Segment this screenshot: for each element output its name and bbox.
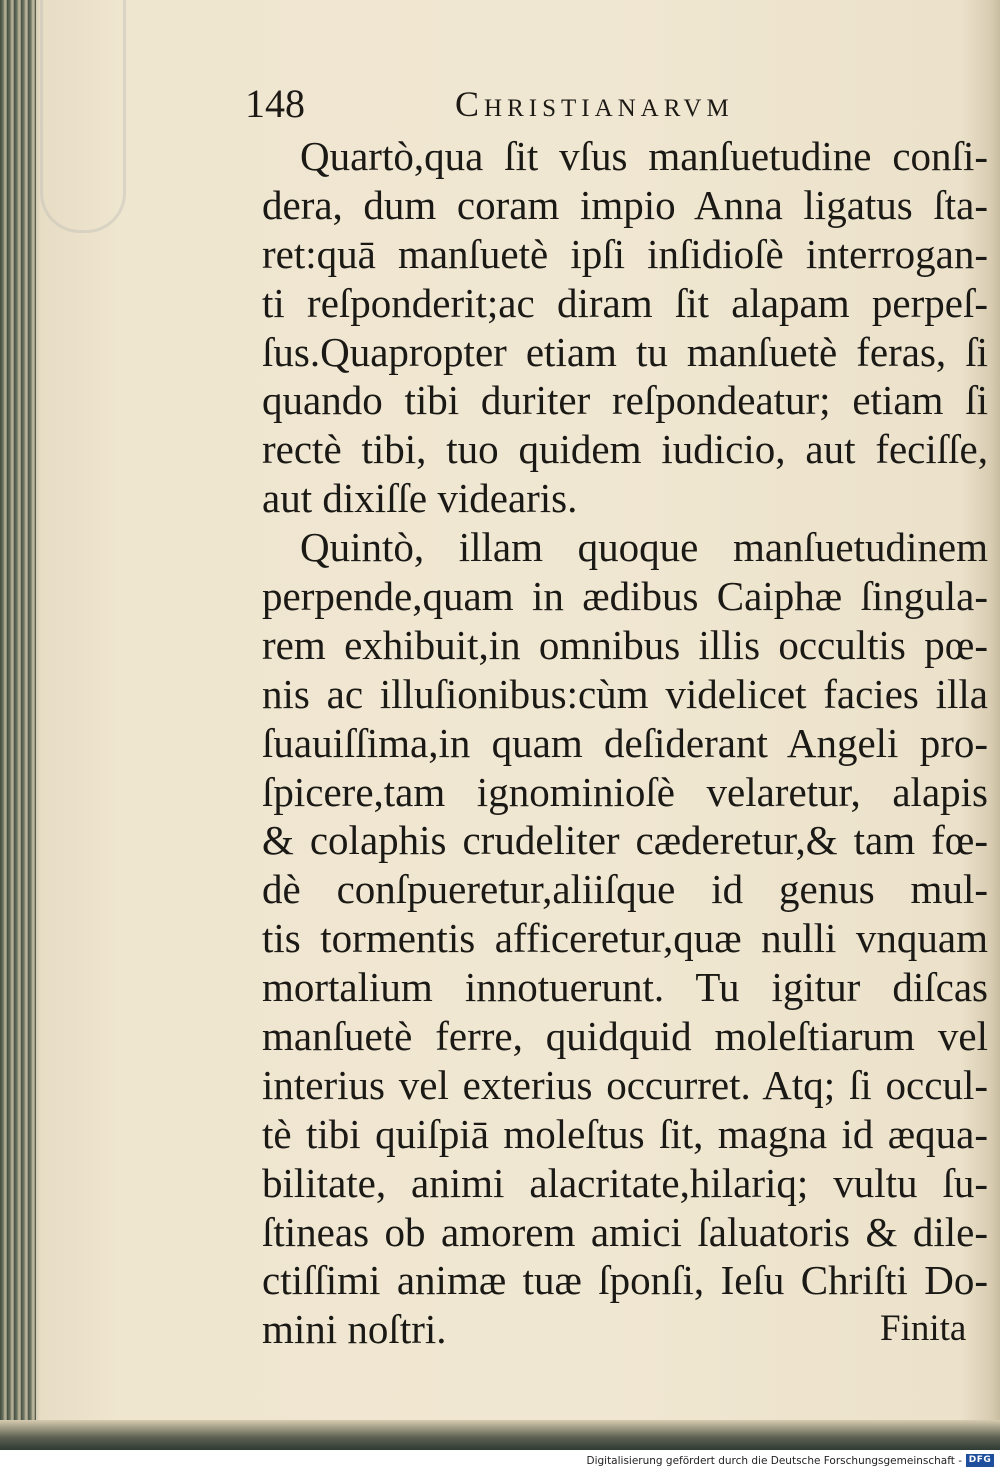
text-line: nis ac illuſionibus:cùm videlicet facies illa bbox=[262, 670, 988, 717]
text-line: rem exhibuit,in omnibus illis occultis pœ- bbox=[262, 621, 988, 668]
text-line: Quintò, illam quoque manſuetudinem bbox=[300, 524, 988, 571]
page-number: 148 bbox=[245, 81, 305, 126]
text-line: aut dixiſſe videaris. bbox=[262, 475, 578, 522]
text-line: interius vel exterius occurret. Atq; ſi occul- bbox=[262, 1061, 988, 1108]
text-line: mortalium innotuerunt. Tu igitur diſcas bbox=[262, 964, 988, 1011]
text-line: dera, dum coram impio Anna ligatus ſta- bbox=[262, 181, 988, 228]
footer-bar bbox=[0, 1450, 1000, 1470]
text-line: quando tibi duriter reſpondeatur; etiam ſi bbox=[262, 377, 988, 424]
running-title: Christianarvm bbox=[455, 84, 734, 124]
text-line: tè tibi quiſpiā moleſtus ſit, magna id æqua- bbox=[262, 1110, 988, 1157]
text-line: & colaphis crudeliter cæderetur,& tam fœ- bbox=[262, 817, 988, 864]
text-line: ret:quā manſuetè ipſi inſidioſè interrogan- bbox=[262, 230, 988, 277]
text-line: mini noſtri. bbox=[262, 1306, 447, 1353]
text-line: ti reſponderit;ac diram ſit alapam perpeſ- bbox=[262, 279, 988, 326]
digitization-credit: Digitalisierung gefördert durch die Deutsche Forschungsgemeinschaft - bbox=[586, 1455, 962, 1467]
text-line: ſus.Quapropter etiam tu manſuetè feras, ſi bbox=[262, 328, 988, 375]
paper-clip-shadow bbox=[40, 0, 126, 233]
text-line: bilitate, animi alacritate,hilariq; vultu ſu- bbox=[262, 1159, 988, 1206]
text-line: rectè tibi, tuo quidem iudicio, aut feciſſe, bbox=[262, 426, 988, 473]
dfg-logo: DFG bbox=[966, 1454, 994, 1467]
stacked-page-edges-left bbox=[0, 0, 36, 1450]
text-line: ctiſſimi animæ tuæ ſponſi, Ieſu Chriſti Do- bbox=[262, 1257, 988, 1304]
text-line: perpende,quam in ædibus Caiphæ ſingula- bbox=[262, 573, 988, 620]
text-line: ſpicere,tam ignominioſè velaretur, alapis bbox=[262, 768, 988, 815]
text-line: tis tormentis afficeretur,quæ nulli vnquam bbox=[262, 915, 988, 962]
text-line: ſuauiſſima,in quam deſiderant Angeli pro- bbox=[262, 719, 988, 766]
running-head bbox=[245, 80, 845, 128]
text-line: Quartò,qua ſit vſus manſuetudine conſi- bbox=[300, 133, 988, 179]
text-line: manſuetè ferre, quidquid moleſtiarum vel bbox=[262, 1013, 988, 1060]
text-line: dè conſpueretur,aliiſque id genus mul- bbox=[262, 866, 988, 913]
catchword: Finita bbox=[880, 1308, 967, 1349]
stacked-page-edges-bottom bbox=[0, 1420, 1000, 1450]
text-line: ſtineas ob amorem amici ſaluatoris & dile- bbox=[262, 1208, 988, 1255]
body-text bbox=[262, 132, 988, 1354]
